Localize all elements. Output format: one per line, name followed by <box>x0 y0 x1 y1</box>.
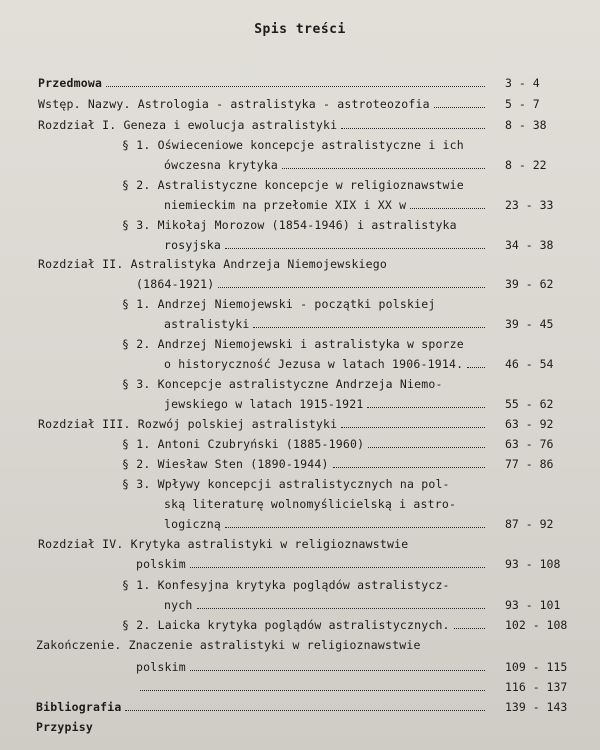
toc-entry-text: Przedmowa <box>38 76 103 90</box>
toc-entry-text: ską literaturę wolnomyślicielską i astro- <box>164 497 457 511</box>
toc-entry-pages: 23 - 33 <box>505 198 554 212</box>
toc-entry-pages: 39 - 45 <box>505 317 554 331</box>
toc-entry-text: § 1. Antoni Czubryński (1885-1960) <box>122 437 365 451</box>
toc-entry-text: § 2. Laicka krytyka poglądów astralistycznych. <box>122 618 450 632</box>
toc-entry-text: Rozdział II. Astralistyka Andrzeja Niemojewskiego <box>38 257 388 271</box>
toc-entry-text: niemieckim na przełomie XIX i XX w <box>164 198 407 212</box>
dot-leader <box>225 245 485 249</box>
toc-entry-pages: 109 - 115 <box>505 660 568 674</box>
toc-entry-text: (1864-1921) <box>136 277 215 291</box>
toc-entry-text: § 1. Andrzej Niemojewski - początki polskiej <box>122 297 436 311</box>
toc-entry-text: Przypisy <box>36 720 93 734</box>
dot-leader <box>282 165 485 169</box>
dot-leader <box>341 424 485 428</box>
toc-entry-text: § 3. Koncepcje astralistyczne Andrzeja Niemo- <box>122 377 443 391</box>
dot-leader <box>410 205 485 209</box>
toc-entry-text: rosyjska <box>164 238 221 252</box>
toc-entry-text: Wstęp. Nazwy. Astrologia - astralistyka - astroteozofia <box>38 97 430 111</box>
dot-leader <box>341 125 485 129</box>
toc-entry-pages: 87 - 92 <box>505 517 554 531</box>
toc-entry-pages: 39 - 62 <box>505 277 554 291</box>
toc-entry-text: Zakończenie. Znaczenie astralistyki w religioznawstwie <box>36 638 421 652</box>
toc-entry-pages: 63 - 76 <box>505 437 554 451</box>
toc-entry-text: polskim <box>136 557 186 571</box>
dot-leader <box>454 625 485 629</box>
toc-entry-pages: 93 - 108 <box>505 557 561 571</box>
toc-entry-text: § 3. Wpływy koncepcji astralistycznych na pol- <box>122 477 450 491</box>
dot-leader <box>333 464 485 468</box>
toc-entry-text: Rozdział IV. Krytyka astralistyki w religioznawstwie <box>38 537 409 551</box>
toc-entry-text: Bibliografia <box>36 700 122 714</box>
toc-entry-pages: 102 - 108 <box>505 618 568 632</box>
toc-title: Spis treści <box>254 22 346 37</box>
toc-entry-pages: 46 - 54 <box>505 357 554 371</box>
toc-entry-text: § 1. Oświeceniowe koncepcje astralistyczne i ich <box>122 138 464 152</box>
toc-entry-text: nych <box>164 598 193 612</box>
toc-entry-pages: 116 - 137 <box>505 680 568 694</box>
toc-entry-pages: 139 - 143 <box>505 700 568 714</box>
dot-leader <box>467 364 485 368</box>
toc-entry-text: jewskiego w latach 1915-1921 <box>164 397 364 411</box>
toc-entry-pages: 8 - 22 <box>505 158 547 172</box>
toc-entry-pages: 34 - 38 <box>505 238 554 252</box>
toc-entry-pages: 93 - 101 <box>505 598 561 612</box>
toc-entry-text: § 2. Astralistyczne koncepcje w religioznawstwie <box>122 178 464 192</box>
dot-leader <box>190 667 485 671</box>
toc-entry-text: logiczną <box>164 517 221 531</box>
dot-leader <box>106 83 485 87</box>
toc-entry-text: § 1. Konfesyjna krytyka poglądów astralistycz- <box>122 578 450 592</box>
toc-entry-text: § 3. Mikołaj Morozow (1854-1946) i astralistyka <box>122 218 457 232</box>
dot-leader <box>368 444 485 448</box>
toc-entry-text: polskim <box>136 660 186 674</box>
toc-entry-pages: 77 - 86 <box>505 457 554 471</box>
toc-entry-text: Rozdział III. Rozwój polskiej astralistyki <box>38 417 338 431</box>
toc-entry-text: o historyczność Jezusa w latach 1906-1914. <box>164 357 464 371</box>
toc-entry-text: ówczesna krytyka <box>164 158 278 172</box>
dot-leader <box>218 284 485 288</box>
dot-leader <box>197 605 486 609</box>
toc-entry-pages: 63 - 92 <box>505 417 554 431</box>
toc-entry-pages: 8 - 38 <box>505 118 547 132</box>
toc-entry-text: Rozdział I. Geneza i ewolucja astralistyki <box>38 118 338 132</box>
dot-leader <box>225 524 485 528</box>
toc-entry-pages: 55 - 62 <box>505 397 554 411</box>
dot-leader <box>140 687 485 691</box>
toc-entry-text: § 2. Wiesław Sten (1890-1944) <box>122 457 329 471</box>
dot-leader <box>367 404 485 408</box>
toc-entry-pages: 3 - 4 <box>505 76 540 90</box>
toc-entry-text: astralistyki <box>164 317 250 331</box>
toc-entry-text: § 2. Andrzej Niemojewski i astralistyka w sporze <box>122 337 464 351</box>
dot-leader <box>190 564 485 568</box>
toc-entry-pages: 5 - 7 <box>505 97 540 111</box>
dot-leader <box>253 324 485 328</box>
dot-leader <box>125 707 485 711</box>
dot-leader <box>434 104 485 108</box>
